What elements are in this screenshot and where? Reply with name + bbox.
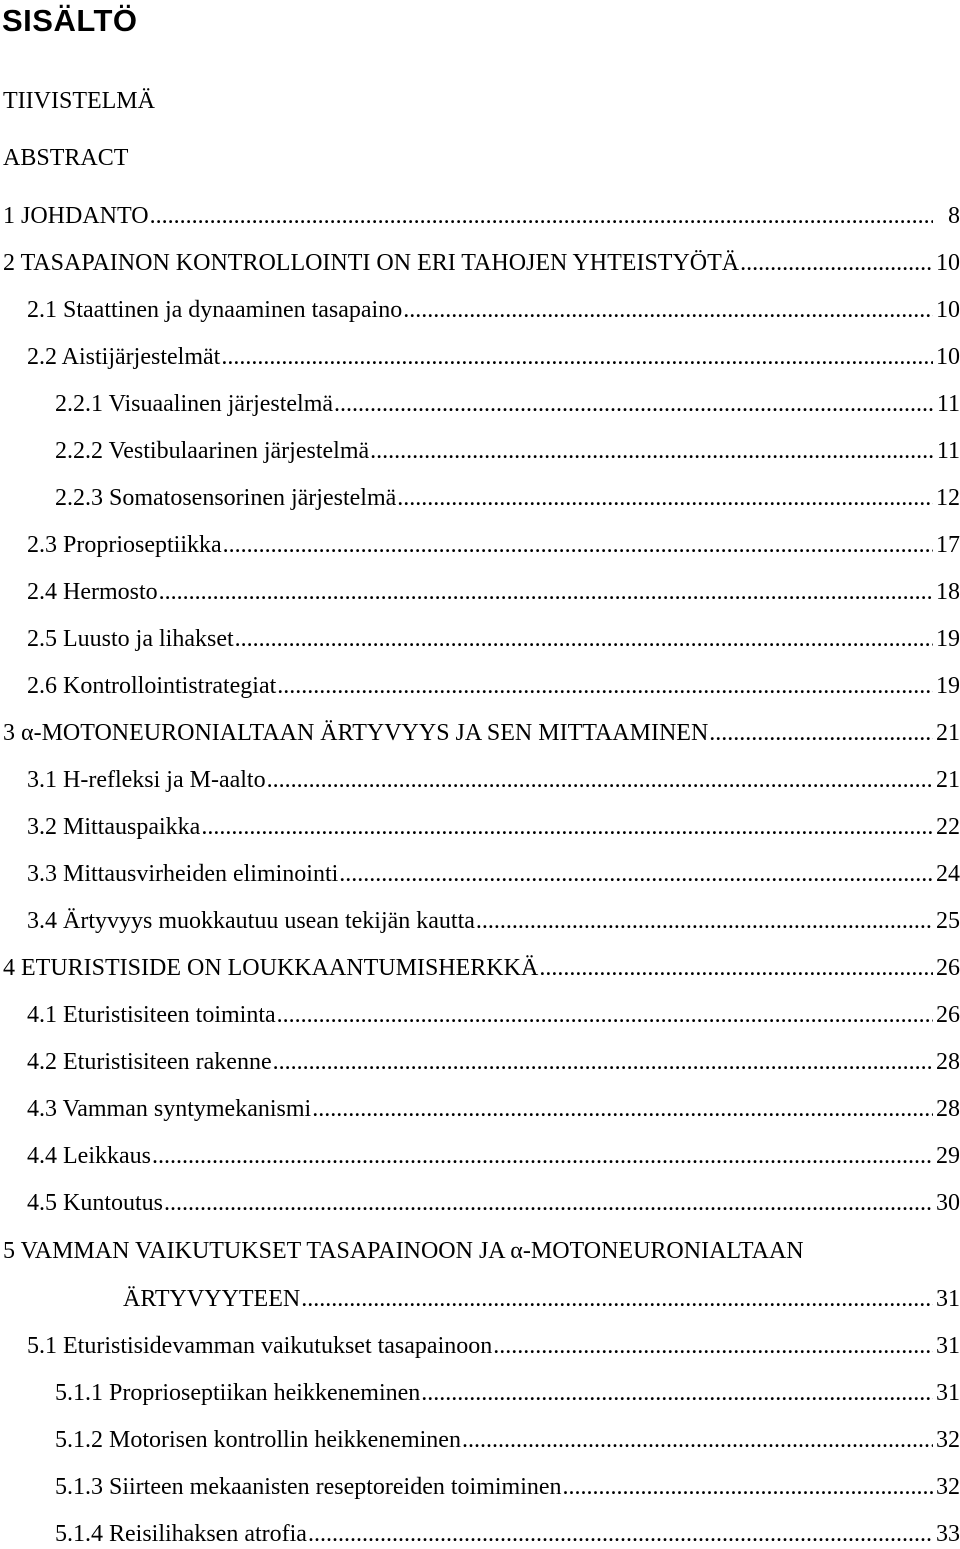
toc-entry-label: 2.3 Proprioseptiikka	[27, 532, 222, 558]
toc-entry-page: 12	[936, 485, 960, 511]
toc-leader-dots	[334, 389, 933, 419]
toc-entry-label: 5.1.4 Reisilihaksen atrofia	[55, 1521, 307, 1547]
toc-leader-dots	[370, 436, 933, 466]
toc-entry-label: 2.5 Luusto ja lihakset	[27, 626, 234, 652]
toc-entry[interactable]	[3, 201, 960, 231]
toc-entry-label: 2.2.2 Vestibulaarinen järjestelmä	[55, 438, 370, 464]
toc-leader-dots	[339, 859, 933, 889]
toc-entry-label: 5.1.2 Motorisen kontrollin heikkeneminen	[55, 1427, 461, 1453]
toc-entry-label: ÄRTYVYYTEEN	[123, 1286, 301, 1312]
toc-entry-page: 21	[936, 720, 960, 746]
toc-entry-page: 33	[936, 1521, 960, 1547]
toc-entry-page: 28	[936, 1049, 960, 1075]
toc-leader-dots	[308, 1519, 933, 1549]
toc-entry[interactable]	[27, 1141, 960, 1171]
toc-entry-page: 21	[936, 767, 960, 793]
toc-entry-label: 5.1.3 Siirteen mekaanisten reseptoreiden toimiminen	[55, 1474, 562, 1500]
toc-entry[interactable]	[27, 1094, 960, 1124]
toc-leader-dots	[563, 1472, 933, 1502]
toc-entry[interactable]	[55, 1378, 960, 1408]
toc-entry-page: 32	[936, 1427, 960, 1453]
toc-entry-label: 2.4 Hermosto	[27, 579, 158, 605]
toc-entry[interactable]	[3, 718, 960, 748]
toc-entry-page: 30	[936, 1190, 960, 1216]
toc-entry-page: 31	[936, 1380, 960, 1406]
toc-entry-label: 4.4 Leikkaus	[27, 1143, 151, 1169]
toc-entry-label: 2.1 Staattinen ja dynaaminen tasapaino	[27, 297, 403, 323]
toc-entry-page: 24	[936, 861, 960, 887]
toc-entry-label: 3.3 Mittausvirheiden eliminointi	[27, 861, 339, 887]
toc-entry[interactable]	[27, 530, 960, 560]
toc-entry[interactable]	[55, 389, 960, 419]
toc-entry-label: 5.1.1 Proprioseptiikan heikkeneminen	[55, 1380, 421, 1406]
toc-entry-page: 31	[936, 1286, 960, 1312]
toc-entry-page: 11	[936, 438, 960, 464]
toc-entry-label: 2.2 Aistijärjestelmät	[27, 344, 221, 370]
toc-leader-dots	[152, 1141, 933, 1171]
toc-entry-label: 2 TASAPAINON KONTROLLOINTI ON ERI TAHOJEN YHTEISTYÖTÄ	[3, 250, 740, 276]
toc-entry[interactable]	[55, 483, 960, 513]
toc-entry[interactable]	[27, 1000, 960, 1030]
toc-entry-label: 3.4 Ärtyvyys muokkautuu usean tekijän kautta	[27, 908, 475, 934]
toc-leader-dots	[223, 530, 933, 560]
toc-entry[interactable]	[55, 1472, 960, 1502]
toc-entry-label: 2.6 Kontrollointistrategiat	[27, 673, 277, 699]
toc-entry-page: 17	[936, 532, 960, 558]
toc-leader-dots	[740, 248, 933, 278]
toc-entry-page: 25	[936, 908, 960, 934]
toc-entry-label: 2.2.1 Visuaalinen järjestelmä	[55, 391, 334, 417]
toc-entry-page: 10	[936, 344, 960, 370]
toc-entry[interactable]	[27, 295, 960, 325]
toc-entry-page: 32	[936, 1474, 960, 1500]
toc-leader-dots	[159, 577, 933, 607]
toc-entry[interactable]	[27, 1047, 960, 1077]
toc-entry-page: 8	[948, 203, 960, 229]
toc-leader-dots	[462, 1425, 933, 1455]
toc-entry-label: 3.2 Mittauspaikka	[27, 814, 201, 840]
toc-leader-dots	[493, 1331, 933, 1361]
toc-entry-label: 4.1 Eturistisiteen toiminta	[27, 1002, 276, 1028]
toc-entry[interactable]	[27, 1188, 960, 1218]
toc-leader-dots	[273, 1047, 933, 1077]
toc-entry-label: 4.5 Kuntoutus	[27, 1190, 164, 1216]
toc-entry-page: 19	[936, 673, 960, 699]
toc-entry-page: 22	[936, 814, 960, 840]
toc-leader-dots	[539, 953, 933, 983]
toc-entry-label: 3.1 H-refleksi ja M-aalto	[27, 767, 266, 793]
toc-entry[interactable]	[27, 577, 960, 607]
toc-leader-dots	[312, 1094, 933, 1124]
toc-entry-abstract-en[interactable]: ABSTRACT	[3, 145, 129, 171]
toc-leader-dots	[301, 1284, 933, 1314]
toc-leader-dots	[397, 483, 933, 513]
toc-entry[interactable]	[27, 765, 960, 795]
toc-leader-dots	[277, 671, 933, 701]
toc-entry[interactable]	[27, 671, 960, 701]
toc-entry-page: 28	[936, 1096, 960, 1122]
toc-entry-page: 10	[936, 250, 960, 276]
toc-leader-dots	[277, 1000, 933, 1030]
toc-entry[interactable]	[55, 436, 960, 466]
toc-leader-dots	[709, 718, 933, 748]
toc-entry-page: 11	[936, 391, 960, 417]
toc-entry[interactable]	[123, 1284, 960, 1314]
toc-entry-label: 2.2.3 Somatosensorinen järjestelmä	[55, 485, 397, 511]
toc-entry-page: 19	[936, 626, 960, 652]
toc-leader-dots	[164, 1188, 933, 1218]
toc-entry[interactable]	[27, 906, 960, 936]
toc-entry[interactable]	[55, 1425, 960, 1455]
toc-entry[interactable]	[27, 1331, 960, 1361]
toc-leader-dots	[476, 906, 933, 936]
toc-leader-dots	[403, 295, 933, 325]
toc-entry-label: 4.2 Eturistisiteen rakenne	[27, 1049, 272, 1075]
toc-entry-page: 26	[936, 955, 960, 981]
toc-entry[interactable]	[27, 859, 960, 889]
toc-entry-label: 4 ETURISTISIDE ON LOUKKAANTUMISHERKKÄ	[3, 955, 539, 981]
toc-leader-dots	[421, 1378, 933, 1408]
toc-leader-dots	[201, 812, 933, 842]
toc-entry-page: 26	[936, 1002, 960, 1028]
toc-entry[interactable]	[27, 342, 960, 372]
toc-entry[interactable]	[55, 1519, 960, 1549]
page-title: SISÄLTÖ	[2, 3, 138, 38]
toc-entry[interactable]	[3, 953, 960, 983]
toc-leader-dots	[267, 765, 933, 795]
toc-entry-page: 31	[936, 1333, 960, 1359]
toc-entry[interactable]	[27, 624, 960, 654]
toc-entry-page: 18	[936, 579, 960, 605]
toc-leader-dots	[150, 201, 933, 231]
toc-entry[interactable]	[27, 812, 960, 842]
toc-entry-abstract-fi[interactable]: TIIVISTELMÄ	[3, 88, 155, 114]
toc-entry-label: 1 JOHDANTO	[3, 203, 149, 229]
toc-entry-label: 5.1 Eturistisidevamman vaikutukset tasapainoon	[27, 1333, 493, 1359]
toc-leader-dots	[221, 342, 933, 372]
toc-entry[interactable]	[3, 248, 960, 278]
toc-entry-page: 29	[936, 1143, 960, 1169]
toc-entry-label[interactable]: 5 VAMMAN VAIKUTUKSET TASAPAINOON JA α-MOTONEURONIALTAAN	[3, 1238, 804, 1264]
toc-leader-dots	[235, 624, 933, 654]
toc-entry-label: 4.3 Vamman syntymekanismi	[27, 1096, 312, 1122]
toc-entry-label: 3 α-MOTONEURONIALTAAN ÄRTYVYYS JA SEN MITTAAMINEN	[3, 720, 709, 746]
toc-entry-page: 10	[936, 297, 960, 323]
